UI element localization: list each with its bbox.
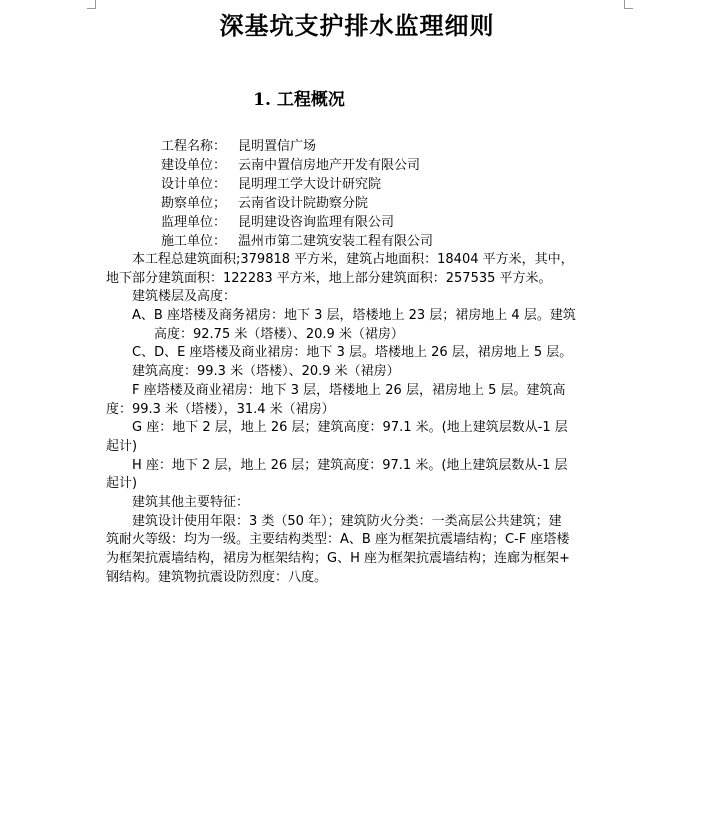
- info-row-contractor: [146, 232, 433, 251]
- info-value: 云南省设计院勘察分院: [238, 196, 369, 211]
- info-value: 昆明建设咨询监理有限公司: [238, 215, 395, 230]
- info-label: 设计单位：: [160, 177, 226, 192]
- body-line: 建筑高度：99.3 米（塔楼）、20.9 米（裙房）: [132, 364, 400, 380]
- document-title: 深基坑支护排水监理细则: [219, 11, 495, 40]
- body-line: 高度：92.75 米（塔楼）、20.9 米（裙房）: [154, 326, 404, 342]
- project-info-block: [146, 137, 433, 251]
- body-line: A、B 座塔楼及商务裙房：地下 3 层，塔楼地上 23 层；裙房地上 4 层。建筑: [132, 308, 576, 324]
- page-corner-mark-right: [624, 0, 633, 9]
- body-text: [106, 251, 608, 587]
- info-value: 云南中置信房地产开发有限公司: [238, 158, 421, 173]
- body-line: 地下部分建筑面积：122283 平方米，地上部分建筑面积：257535 平方米。: [106, 270, 552, 286]
- body-line: C、D、E 座塔楼及商业裙房：地下 3 层。塔楼地上 26 层，裙房地上 5 层。: [132, 345, 573, 361]
- body-line: 起计): [106, 476, 138, 492]
- info-value: 昆明理工学大设计研究院: [238, 177, 382, 192]
- body-line: 筑耐火等级：均为一级。主要结构类型：A、B 座为框架抗震墙结构；C-F 座塔楼: [106, 532, 570, 548]
- info-label: 施工单位：: [160, 234, 226, 249]
- section-heading: 1. 工程概况: [253, 90, 345, 110]
- info-label: 工程名称：: [160, 139, 226, 154]
- body-line: 起计): [106, 438, 138, 454]
- info-row-designer: [146, 175, 433, 194]
- body-line: 建筑楼层及高度：: [132, 289, 237, 305]
- info-label: 监理单位：: [160, 215, 226, 230]
- body-line: 建筑设计使用年限：3 类（50 年）；建筑防火分类：一类高层公共建筑；建: [132, 513, 562, 529]
- body-line: 钢结构。建筑物抗震设防烈度：八度。: [106, 569, 328, 585]
- info-row-client: [146, 156, 433, 175]
- info-value: 昆明置信广场: [238, 139, 317, 154]
- info-row-surveyor: [146, 194, 433, 213]
- body-line: 建筑其他主要特征：: [132, 494, 250, 510]
- body-line: 度：99.3 米（塔楼），31.4 米（裙房）: [106, 401, 335, 417]
- info-row-project-name: [146, 137, 433, 156]
- info-label: 建设单位：: [160, 158, 226, 173]
- info-value: 温州市第二建筑安装工程有限公司: [238, 234, 434, 249]
- body-line: H 座：地下 2 层，地上 26 层；建筑高度：97.1 米。(地上建筑层数从-1 层: [132, 457, 568, 473]
- body-line: F 座塔楼及商业裙房：地下 3 层，塔楼地上 26 层，裙房地上 5 层。建筑高: [132, 382, 566, 398]
- body-line: 本工程总建筑面积;379818 平方米，建筑占地面积：18404 平方米，其中，: [132, 252, 574, 267]
- body-line: 为框架抗震墙结构，裙房为框架结构；G、H 座为框架抗震墙结构；连廊为框架+: [106, 551, 570, 566]
- page-corner-mark-left: [87, 0, 96, 9]
- info-label: 勘察单位；: [160, 196, 226, 211]
- body-line: G 座：地下 2 层，地上 26 层；建筑高度：97.1 米。(地上建筑层数从-1 层: [132, 420, 568, 436]
- info-row-supervisor: [146, 213, 433, 232]
